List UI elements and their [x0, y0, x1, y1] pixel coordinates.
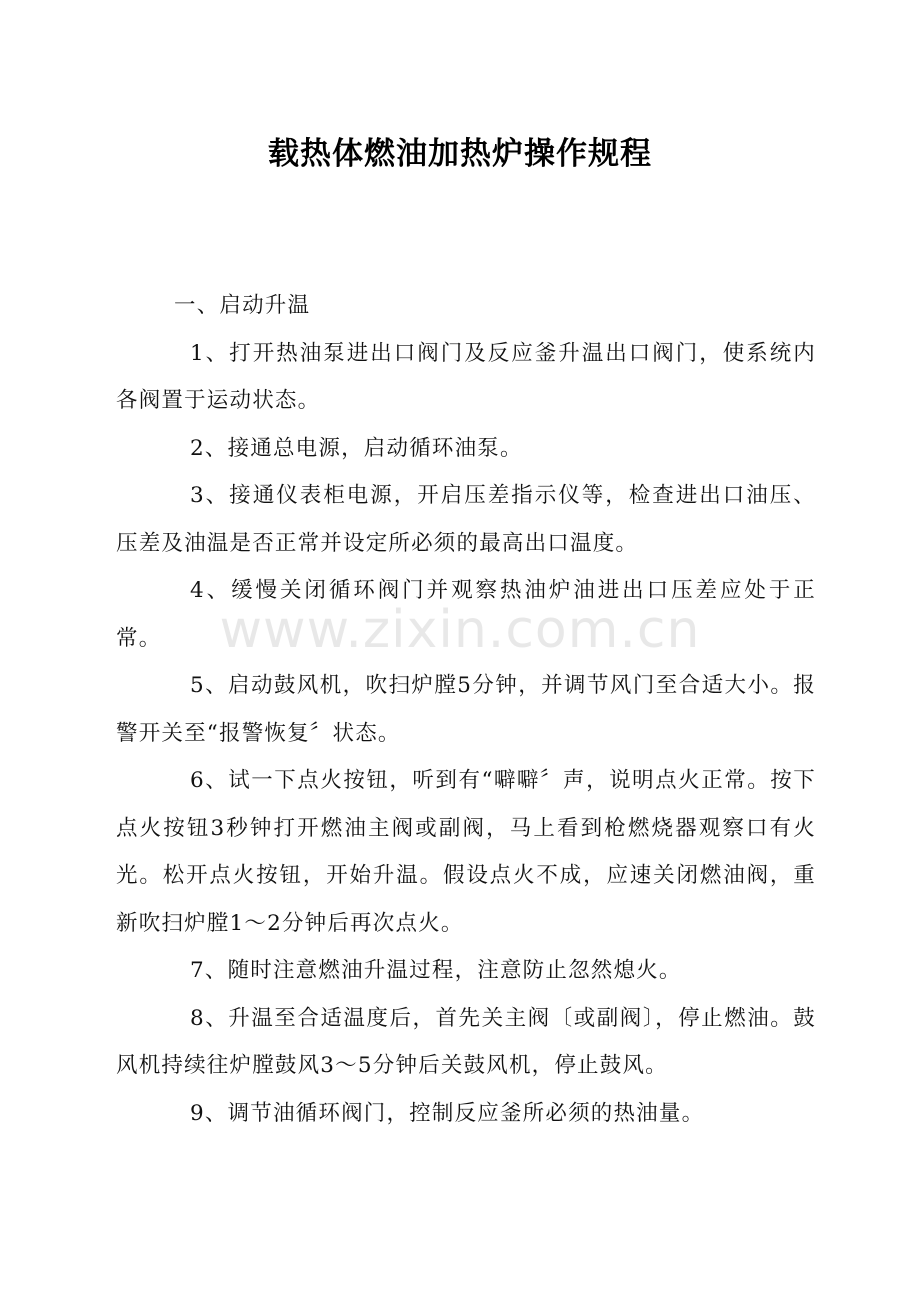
paragraph-step-5: 5、启动鼓风机，吹扫炉膛5分钟，并调节风门至合适大小。报警开关至“报警恢复〞状态。: [116, 673, 816, 746]
paragraph-step-7: 7、随时注意燃油升温过程，注意防止忽然熄火。: [190, 958, 682, 983]
paragraph-step-6: 6、试一下点火按钮，听到有“噼噼〞声，说明点火正常。按下点火按钮3秒钟打开燃油主阀或副阀，马上看到枪燃烧器观察口有火光。松开点火按钮，开始升温。假设点火不成，应速关闭燃油阀，重新吹扫炉膛1～2分钟后再次点火。: [116, 768, 816, 936]
document-body: [116, 282, 816, 1137]
paragraph-step-1: 1、打开热油泵进出口阀门及反应釜升温出口阀门，使系统内各阀置于运动状态。: [116, 340, 816, 413]
paragraph-step-8: 8、升温至合适温度后，首先关主阀〔或副阀〕，停止燃油。鼓风机持续往炉膛鼓风3～5分钟后关鼓风机，停止鼓风。: [116, 1005, 816, 1078]
paragraph-step-9: 9、调节油循环阀门，控制反应釜所必须的热油量。: [190, 1100, 705, 1126]
watermark: www.zixin.com.cn: [219, 600, 701, 660]
paragraph-step-3: 3、接通仪表柜电源，开启压差指示仪等，检查进出口油压、压差及油温是否正常并设定所必须的最高出口温度。: [116, 483, 816, 556]
paragraph-step-4: 4、缓慢关闭循环阀门并观察热油炉油进出口压差应处于正常。: [116, 578, 816, 651]
paragraph-step-2: 2、接通总电源，启动循环油泵。: [190, 435, 523, 461]
section-heading: 一、启动升温: [174, 293, 311, 318]
document-title: 载热体燃油加热炉操作规程: [268, 136, 652, 172]
